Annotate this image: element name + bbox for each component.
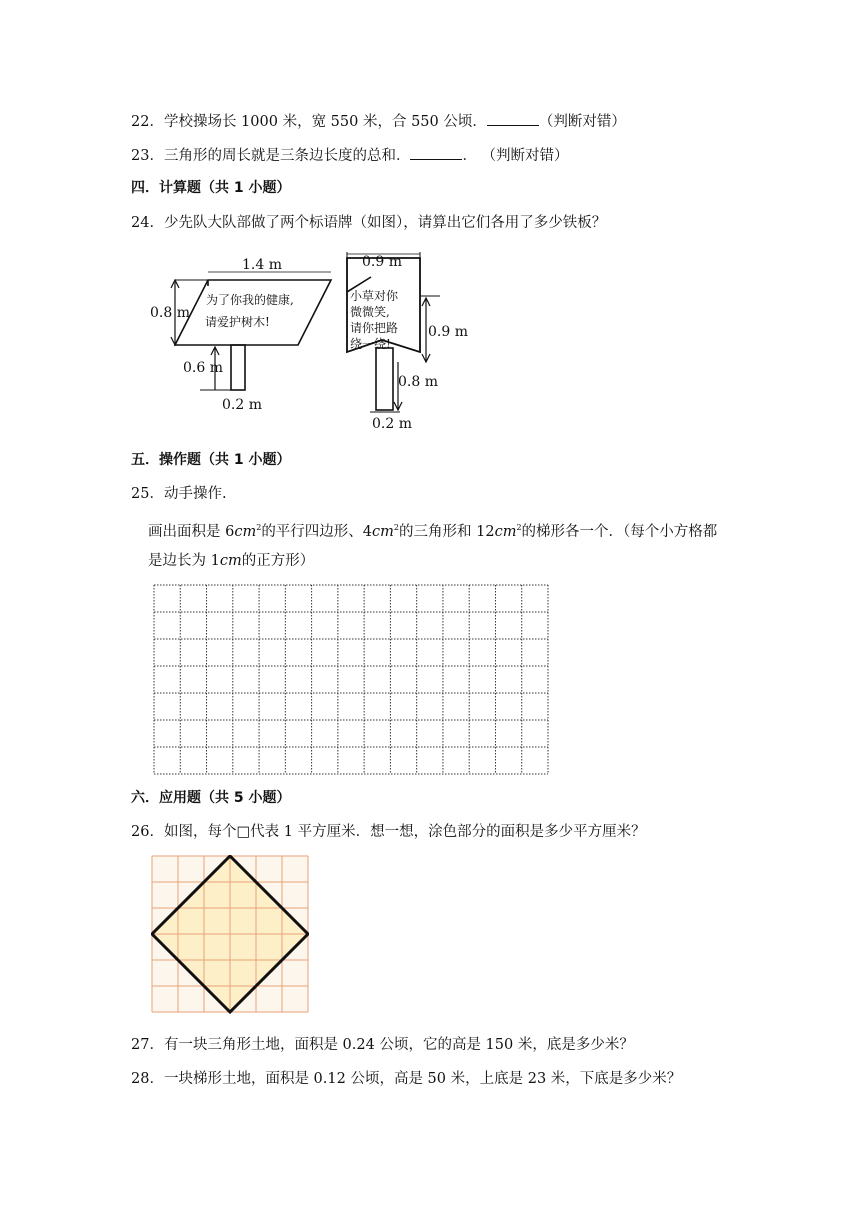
question-24: 24．少先队大队部做了两个标语牌（如图），请算出它们各用了多少铁板？ <box>131 215 607 231</box>
sign-2-slogan-line4: 绕一绕! <box>350 337 391 351</box>
sign-1-height-label: 0.8 m <box>150 305 190 321</box>
sign-1-pole <box>231 345 245 390</box>
sign-1-top-label: 1.4 m <box>242 257 282 273</box>
sign-2-top-label: 0.9 m <box>362 254 402 270</box>
question-25-line-2 <box>148 551 314 571</box>
unit-cm: cm <box>494 523 517 540</box>
sup-2: 2 <box>516 523 522 532</box>
question-26: 26．如图，每个□代表 1 平方厘米．想一想，涂色部分的面积是多少平方厘米？ <box>131 824 646 840</box>
question-23-suffix: ． （判断对错） <box>462 148 569 164</box>
question-23 <box>131 145 569 166</box>
sign-2-pole-height-label: 0.8 m <box>398 374 438 390</box>
q25-text-d: 的梯形各一个．（每个小方格都 <box>521 523 718 540</box>
sign-1-slogan-line1: 为了你我的健康, <box>206 293 294 307</box>
q25-text-c: 的三角形和 12 <box>399 523 495 540</box>
sign-1-pole-width-label: 0.2 m <box>222 397 262 413</box>
sign-2-height-label: 0.9 m <box>428 324 468 340</box>
sign-1-slogan-line2: 请爱护树木! <box>205 315 270 329</box>
question-22-text: 22．学校操场长 1000 米，宽 550 米，合 550 公顷． <box>131 114 487 130</box>
sign-2-pole <box>376 348 393 410</box>
question-27: 27．有一块三角形土地，面积是 0.24 公顷，它的高是 150 米，底是多少米？ <box>131 1037 634 1053</box>
q25-text-b: 的平行四边形、4 <box>261 523 373 540</box>
parallelogram-sign <box>175 280 331 345</box>
q25-text-e: 是边长为 1 <box>148 553 220 569</box>
sign-2-slogan-line1: 小草对你 <box>350 289 399 303</box>
question-22-suffix: （判断对错） <box>538 114 626 130</box>
shaded-square-figure <box>151 855 309 1017</box>
question-25-title: 25．动手操作. <box>131 486 227 502</box>
sign-2-slogan-line3: 请你把路 <box>350 321 399 335</box>
answer-blank-22[interactable] <box>487 111 539 126</box>
section-4-heading: 四．计算题（共 1 小题） <box>131 180 291 196</box>
sign-boards-figure <box>150 252 490 432</box>
question-23-text: 23．三角形的周长就是三条边长度的总和． <box>131 148 411 164</box>
unit-cm: cm <box>372 523 394 540</box>
unit-cm: cm <box>234 523 257 540</box>
question-25-line-1 <box>148 518 717 542</box>
sign-1-pole-height-label: 0.6 m <box>183 360 223 376</box>
question-22 <box>131 111 626 132</box>
answer-blank-23[interactable] <box>410 145 462 160</box>
drawing-grid[interactable] <box>153 584 549 776</box>
sup-2: 2 <box>393 523 400 532</box>
sup-2: 2 <box>256 523 262 532</box>
section-6-heading: 六．应用题（共 5 小题） <box>131 790 291 806</box>
question-28: 28．一块梯形土地，面积是 0.12 公顷，高是 50 米，上底是 23 米，下底是多少米？ <box>131 1071 682 1087</box>
sign-2-slogan-line2: 微微笑, <box>350 305 390 319</box>
unit-cm: cm <box>219 553 242 569</box>
sign-2-pole-width-label: 0.2 m <box>372 416 412 432</box>
q25-text-a: 画出面积是 6 <box>148 523 235 540</box>
section-5-heading: 五．操作题（共 1 小题） <box>131 452 291 468</box>
q25-text-f: 的正方形） <box>241 553 315 569</box>
